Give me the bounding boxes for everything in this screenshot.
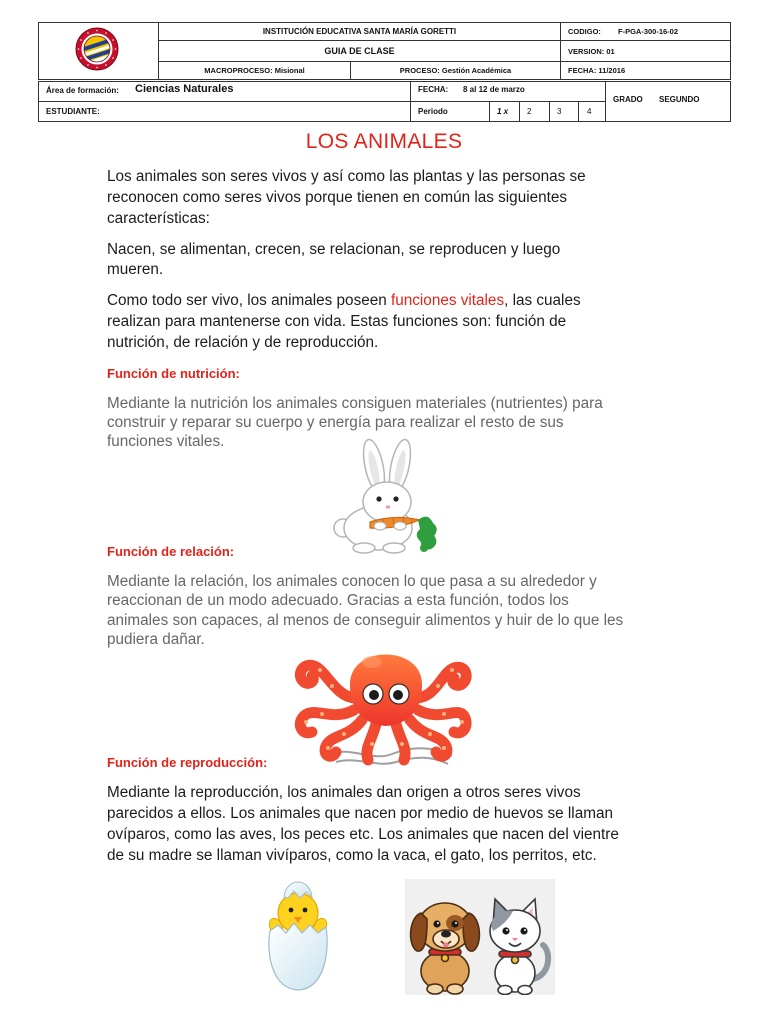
codigo-value: F-PGA-300-16-02 [618,27,679,36]
institution-name: INSTITUCIÓN EDUCATIVA SANTA MARÍA GORETTI [158,22,561,41]
macroproceso: MACROPROCESO: Misional [158,61,351,80]
reproduction-paragraph [107,782,619,866]
version-text: VERSION: 01 [568,46,615,56]
paragraph-line: mueren. [107,261,164,278]
fecha-semana-label: FECHA: [418,85,449,94]
reproduction-heading: Función de reproducción: [107,755,268,770]
paragraph-line: animales son capaces, al menos de conseguir alimentos y huir de lo que les [107,611,624,629]
document-type: GUIA DE CLASE [158,40,561,62]
school-logo-icon [75,27,119,71]
intro-paragraph [107,166,586,229]
paragraph-line: Mediante la reproducción, los animales dan origen a otros seres vivos [107,784,581,801]
grado-label: GRADO [613,95,643,104]
area-cell [38,81,411,102]
area-value: Ciencias Naturales [135,83,234,95]
nutrition-heading: Función de nutrición: [107,366,240,381]
carrot-leaves [417,517,437,552]
rabbit-with-carrot-illustration [328,436,443,556]
text-segment: Como todo ser vivo, los animales poseen [107,292,391,309]
periodo-cell [410,101,490,122]
paragraph-line: funciones vitales. [107,433,225,450]
estudiante-label: ESTUDIANTE: [46,107,100,116]
fecha-semana-cell [410,81,606,102]
paragraph-line: nutrición, de relación y de reproducción. [107,334,379,351]
dog-and-cat-illustration [405,879,555,995]
periodo-option-label: 4 [587,107,592,116]
periodo-option-2 [519,101,550,122]
paragraph-line: realizan para mantenerse con vida. Estas funciones son: función de [107,313,567,330]
area-label: Área de formación: [46,86,119,95]
paragraph-line: reconocen como seres vivos porque tienen en común las siguientes [107,189,568,206]
rabbit-head [363,482,411,522]
text-segment: , las cuales [504,292,581,309]
logo-cell [38,22,159,80]
vital-functions-paragraph [107,290,581,353]
periodo-option-3 [549,101,579,122]
codigo-cell [560,22,731,41]
periodo-option-1 [489,101,520,122]
paragraph-line: parecidos a ellos. Los animales que nacen por medio de huevos se llaman [107,805,613,822]
characteristics-paragraph [107,240,560,280]
paragraph-line: construir y reparar su cuerpo y energía para realizar el resto de sus [107,414,564,431]
highlighted-term: funciones vitales [391,292,505,309]
fecha-cell [560,61,731,80]
paragraph-line: características: [107,210,210,227]
fecha-semana-value: 8 al 12 de marzo [463,85,525,94]
proceso: PROCESO: Gestión Académica [350,61,561,80]
estudiante-cell [38,101,411,122]
paragraph-line: pudiera dañar. [107,630,205,648]
paragraph-line: Nacen, se alimentan, crecen, se relacionan, se reproducen y luego [107,241,561,258]
periodo-option-4 [578,101,606,122]
paragraph-line: de su madre se llaman vivíparos, como la vaca, el gato, los perritos, etc. [107,847,597,864]
grado-cell [605,81,731,122]
chick-in-egg-illustration [264,873,332,993]
paragraph-line [107,290,581,311]
paragraph-line: ovíparos, como las aves, los peces etc. Los animales que nacen del vientre [107,826,619,843]
octopus-head [350,655,422,727]
eggshell-bottom [269,923,327,990]
paragraph-line: Mediante la nutrición los animales consiguen materiales (nutrientes) para [107,395,603,412]
paragraph-line: Los animales son seres vivos y así como las plantas y las personas se [107,168,586,185]
periodo-option-label: 2 [527,107,532,116]
paragraph-line: reaccionan de un modo adecuado. Gracias a esta función, todos los [107,592,569,610]
page-title: LOS ANIMALES [305,130,463,153]
relation-heading: Función de relación: [107,544,235,559]
paragraph-line: Mediante la relación, los animales conocen lo que pasa a su alrededor y [107,573,597,590]
periodo-option-label: 3 [557,107,562,116]
grado-value: SEGUNDO [659,95,700,104]
version-cell [560,40,731,62]
codigo-label: CODIGO: [568,27,601,36]
fecha-text: FECHA: 11/2016 [568,66,626,75]
periodo-option-label: 1 x [497,107,509,116]
periodo-label: Periodo [418,107,448,116]
octopus-illustration [292,636,472,774]
